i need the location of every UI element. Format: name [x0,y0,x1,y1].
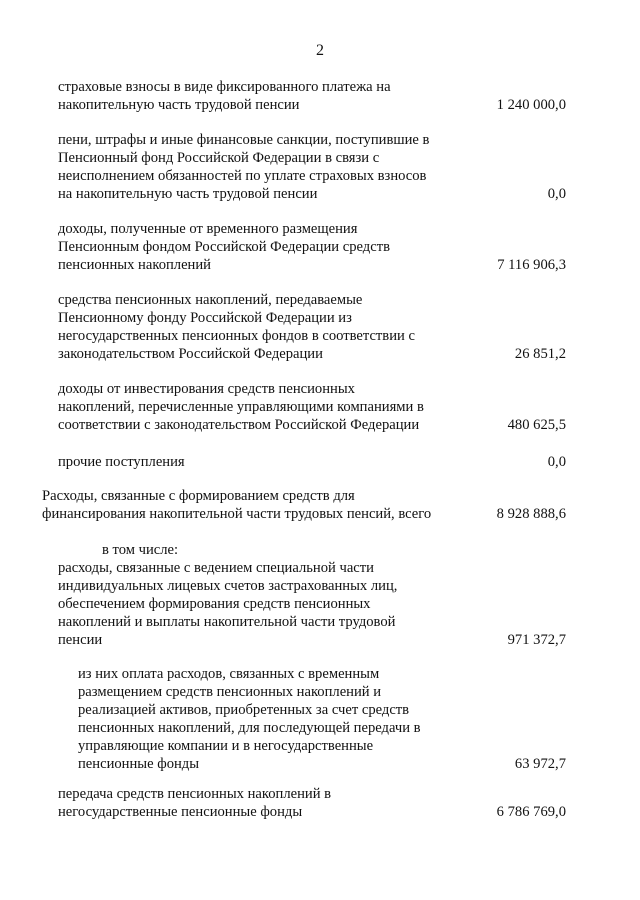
row-label-line: финансирования накопительной части трудовых пенсий, всего [42,506,432,522]
row-label-line: пенсионных накоплений [58,257,211,273]
row-label-line: накоплений и выплаты накопительной части трудовой [58,614,396,630]
row-amount: 7 116 906,3 [497,257,566,273]
row-amount: 480 625,5 [507,417,566,433]
row-label-line: доходы, полученные от временного размещения [58,221,358,237]
report-row [0,559,640,649]
row-label-line: Пенсионным фондом Российской Федерации средств [58,239,390,255]
row-amount: 63 972,7 [514,756,566,772]
report-row [0,665,640,773]
row-label-line: средства пенсионных накоплений, передаваемые [58,292,363,308]
row-label-line: страховые взносы в виде фиксированного платежа на [58,79,391,95]
row-label-line: обеспечением формирования средств пенсионных [58,596,371,612]
row-amount: 0,0 [547,454,566,470]
row-label-line: доходы от инвестирования средств пенсионных [58,381,355,397]
row-label-line: управляющие компании и в негосударственные [78,738,374,754]
row-label-line: накоплений, перечисленные управляющими компаниями в [58,399,424,415]
row-label-line: в том числе: [102,542,179,558]
row-label-line: негосударственных пенсионных фондов в соответствии с [58,328,415,344]
report-row [0,291,640,363]
row-label-line: пенсии [58,632,103,648]
row-label-line: из них оплата расходов, связанных с временным [78,666,380,682]
row-label-line: Пенсионный фонд Российской Федерации в связи с [58,150,380,166]
row-label-line: передача средств пенсионных накоплений в [58,786,332,802]
page-number: 2 [316,42,324,59]
report-row [0,453,640,471]
row-label-line: соответствии с законодательством Российской Федерации [58,417,420,433]
row-amount: 6 786 769,0 [496,804,566,820]
row-label-line: размещением средств пенсионных накоплений и [78,684,382,700]
row-label-line: пенсионные фонды [78,756,200,772]
row-label-line: неисполнением обязанностей по уплате страховых взносов [58,168,427,184]
row-amount: 26 851,2 [514,346,566,362]
row-label-line: на накопительную часть трудовой пенсии [58,186,318,202]
report-row [0,131,640,203]
report-row [0,78,640,114]
row-amount: 8 928 888,6 [496,506,566,522]
row-label-line: законодательством Российской Федерации [58,346,323,362]
report-row [0,785,640,821]
report-row [0,220,640,274]
row-label-line: индивидуальных лицевых счетов застрахованных лиц, [58,578,398,594]
row-amount: 0,0 [547,186,566,202]
row-label-line: пени, штрафы и иные финансовые санкции, поступившие в [58,132,430,148]
row-label-line: расходы, связанные с ведением специальной части [58,560,374,576]
row-label-line: прочие поступления [58,454,185,470]
row-label-line: Расходы, связанные с формированием средств для [42,488,355,504]
row-label-line: реализацией активов, приобретенных за счет средств [78,702,410,718]
report-row [0,380,640,434]
row-label-line: негосударственные пенсионные фонды [58,804,303,820]
row-label-line: накопительную часть трудовой пенсии [58,97,300,113]
row-label-line: Пенсионному фонду Российской Федерации из [58,310,352,326]
row-label-line: пенсионных накоплений, для последующей передачи в [78,720,421,736]
row-amount: 1 240 000,0 [496,97,566,113]
report-row [0,541,640,559]
report-row [0,487,640,523]
row-amount: 971 372,7 [507,632,566,648]
